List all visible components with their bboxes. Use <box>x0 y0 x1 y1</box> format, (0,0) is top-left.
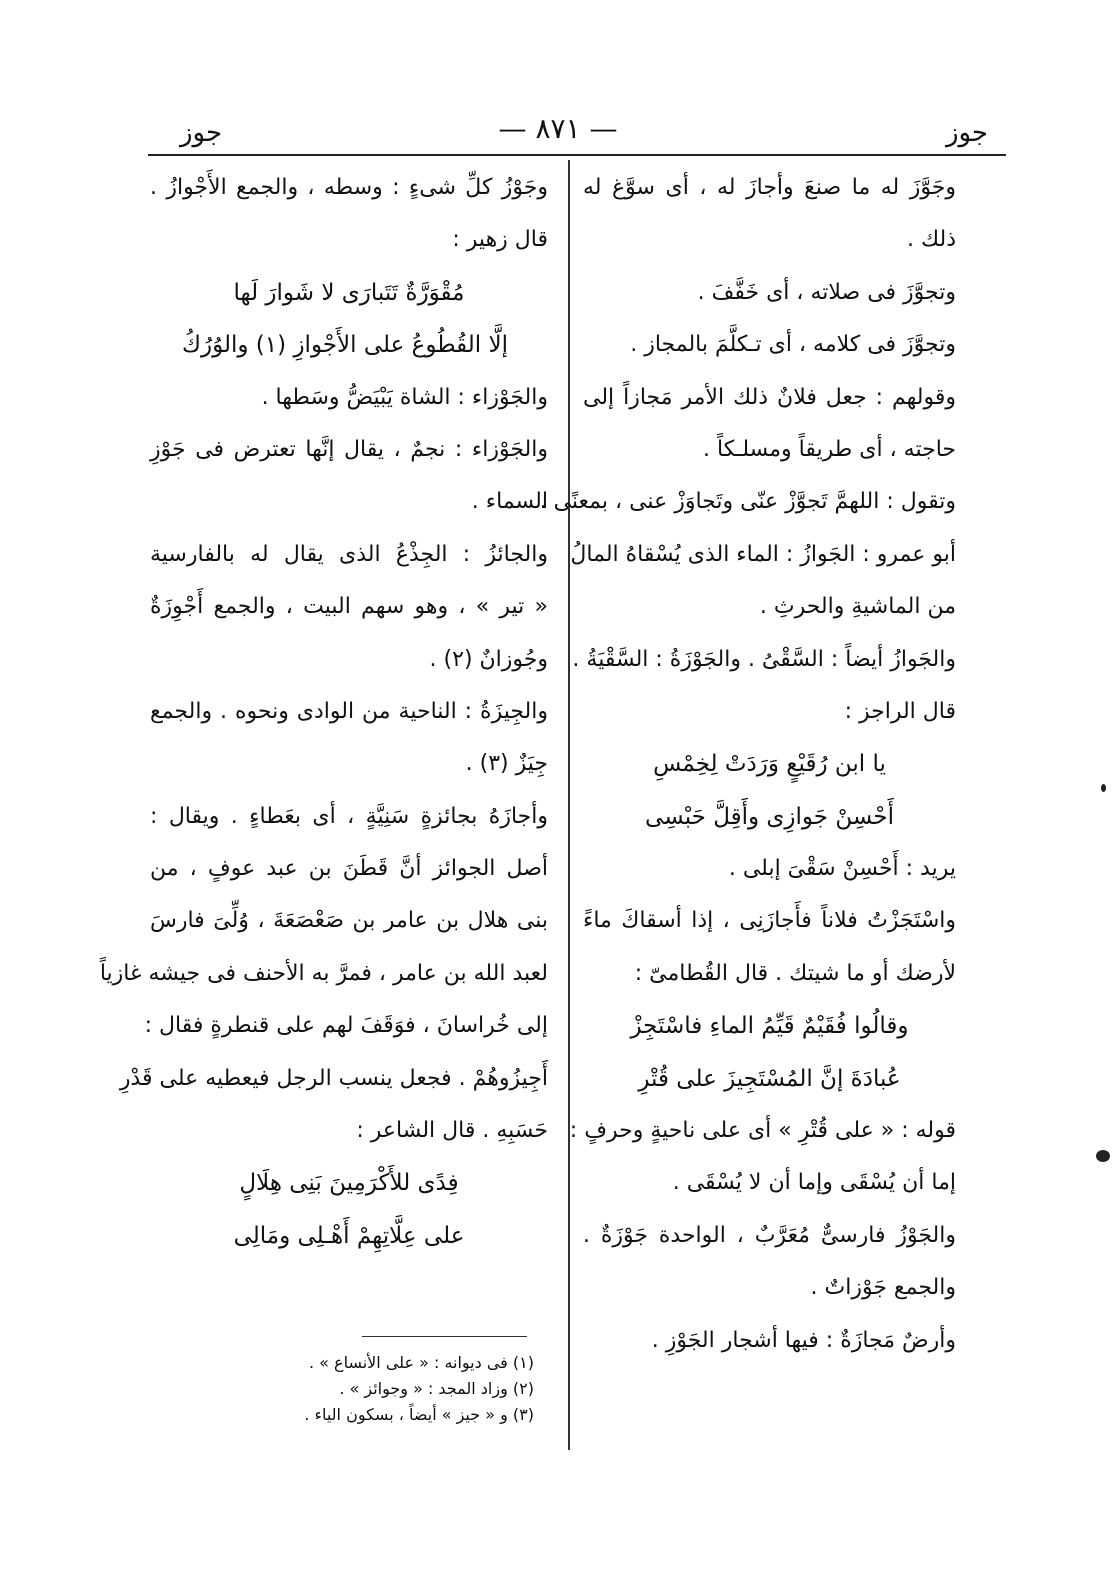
text-line: ذلك . <box>906 227 956 253</box>
text-line: أصل الجوائز أنَّ قَطَنَ بن عبد عوفٍ ، من <box>150 856 548 882</box>
text-line: والجمع جَوْزاتٌ . <box>810 1275 956 1301</box>
verse-line: على عِلَّاتِهِمْ أَهْـلِى ومَالِى <box>233 1222 465 1249</box>
text-line: وجُوزانٌ (٢) . <box>429 646 548 672</box>
verse-line: وقالُوا فُقَيْمٌ قَيِّمُ الماءِ فاسْتَجِزْ <box>630 1013 909 1040</box>
text-line: حَسَبِهِ . قال الشاعر : <box>356 1118 548 1144</box>
text-line: يريد : أَحْسِنْ سَقْىَ إبلى . <box>728 856 956 882</box>
footnote: (٢) وزاد المجد : « وجوائز » . <box>339 1379 534 1398</box>
header-rule <box>148 154 1006 156</box>
head-word-right: جوز <box>945 118 988 148</box>
text-line: وتجوَّزَ فى صلاته ، أى خَفَّفَ . <box>697 279 956 305</box>
text-line: « تير » ، وهو سهم البيت ، والجمع أَجْوِزَةٌ <box>150 594 548 620</box>
text-line: قال الراجز : <box>844 698 956 724</box>
text-line: وجَوَّزَ له ما صنعَ وأجازَ له ، أى سوَّغ له <box>583 175 956 200</box>
verse-line: أَحْسِنْ جَوازِى وأَقِلَّ حَبْسِى <box>645 803 894 830</box>
text-line: إلى خُراسانَ ، فوَقَفَ لهم على قنطرةٍ فقال : <box>144 1013 548 1039</box>
text-line: وأجازَهُ بجائزةٍ سَنِيَّةٍ ، أى بعَطاءٍ . ويقال : <box>150 803 548 829</box>
text-line: جِيَزٌ (٣) . <box>465 751 548 777</box>
verse-line: فِدًى للأَكْرَمِينَ بَنِى هِلَالٍ <box>239 1170 459 1197</box>
text-line: من الماشيةِ والحرثِ . <box>759 594 956 620</box>
text-line: لعبد الله بن عامر ، فمرَّ به الأحنف فى جيشه غازياً <box>99 960 548 986</box>
verse-line: يا ابن رُقَيْعٍ وَرَدَتْ لِخِمْسِ <box>653 751 886 778</box>
text-line: إما أن يُسْقَى وإما أن لا يُسْقَى . <box>672 1170 956 1196</box>
text-line: والجِيزَةُ : الناحية من الوادى ونحوه . والجمع <box>150 698 548 724</box>
footnotes <box>200 1350 534 1428</box>
text-line: والجَوازُ أيضاً : السَّقْىُ . والجَوْزَةُ : السَّقْيَةُ . <box>572 646 956 672</box>
text-line: وتجوَّزَ فى كلامه ، أى تـكلَّمَ بالمجاز . <box>630 332 956 358</box>
text-line: وقولهم : جعل فلانٌ ذلك الأمر مَجازاً إلى <box>583 384 956 410</box>
column-divider <box>568 160 570 1450</box>
scan-speck <box>1101 784 1106 792</box>
page-number: — ٨٧١ — <box>498 112 618 145</box>
text-line: قال زهير : <box>452 227 548 253</box>
text-line: والجَوْزاء : الشاة يَبْيَضُّ وسَطها . <box>261 384 548 410</box>
scan-speck <box>1096 1150 1110 1162</box>
footnote: (١) فى ديوانه : « على الأنساع » . <box>308 1353 534 1372</box>
right-column <box>539 162 956 1367</box>
text-line: والجائزُ : الجِذْعُ الذى يقال له بالفارسية <box>150 541 548 567</box>
text-line: أبو عمرو : الجَوازُ : الماء الذى يُسْقاهُ المالُ <box>570 541 956 567</box>
text-line: والجَوْزاء : نجمٌ ، يقال إنَّها تعترض فى جَوْزِ <box>150 436 548 462</box>
text-line: بنى هلال بن عامر بن صَعْصَعَةَ ، وُلِّىَ فارسَ <box>150 908 548 934</box>
footnote: (٣) و « جيز » أيضاً ، بسكون الياء . <box>304 1405 534 1424</box>
verse-line: عُبادَةَ إنَّ المُسْتَجِيزَ على قُتْرِ <box>638 1065 901 1092</box>
text-line: وأرضٌ مَجازَةٌ : فيها أشجار الجَوْزِ . <box>651 1327 956 1353</box>
footnote-rule <box>362 1336 527 1337</box>
text-line: والجَوْزُ فارسىٌّ مُعَرَّبٌ ، الواحدة جَوْزَةٌ . <box>583 1222 956 1248</box>
text-line: وتقول : اللهمَّ تَجوَّزْ عنّى وتَجاوَزْ عنى ، بمعنًى . <box>539 489 956 515</box>
text-line: قوله : « على قُتْرِ » أى على ناحيةٍ وحرفٍ : <box>569 1118 956 1144</box>
text-line: السماء . <box>471 489 548 515</box>
text-line: أَجِيزُوهُمْ . فجعل ينسب الرجل فيعطيه على قَدْرِ <box>119 1065 548 1091</box>
text-line: لأرضك أو ما شيتك . قال القُطامىّ : <box>634 960 956 986</box>
left-column <box>99 162 548 1262</box>
verse-line: مُقْوَرَّةٌ تَتَبارَى لا شَوارَ لَها <box>233 279 465 306</box>
text-line: واسْتَجَزْتُ فلاناً فأَجازَنِى ، إذا أسقاكَ ماءً <box>583 908 956 934</box>
verse-line: إلَّا القُطُوعُ على الأَجْوازِ (١) والوُرُكُ <box>182 332 508 359</box>
head-word-left: جوز <box>180 118 223 148</box>
text-line: وجَوْزُ كلِّ شىءٍ : وسطه ، والجمع الأَجْوازُ . <box>150 175 548 200</box>
text-line: حاجته ، أى طريقاً ومسلـكاً . <box>703 436 956 462</box>
